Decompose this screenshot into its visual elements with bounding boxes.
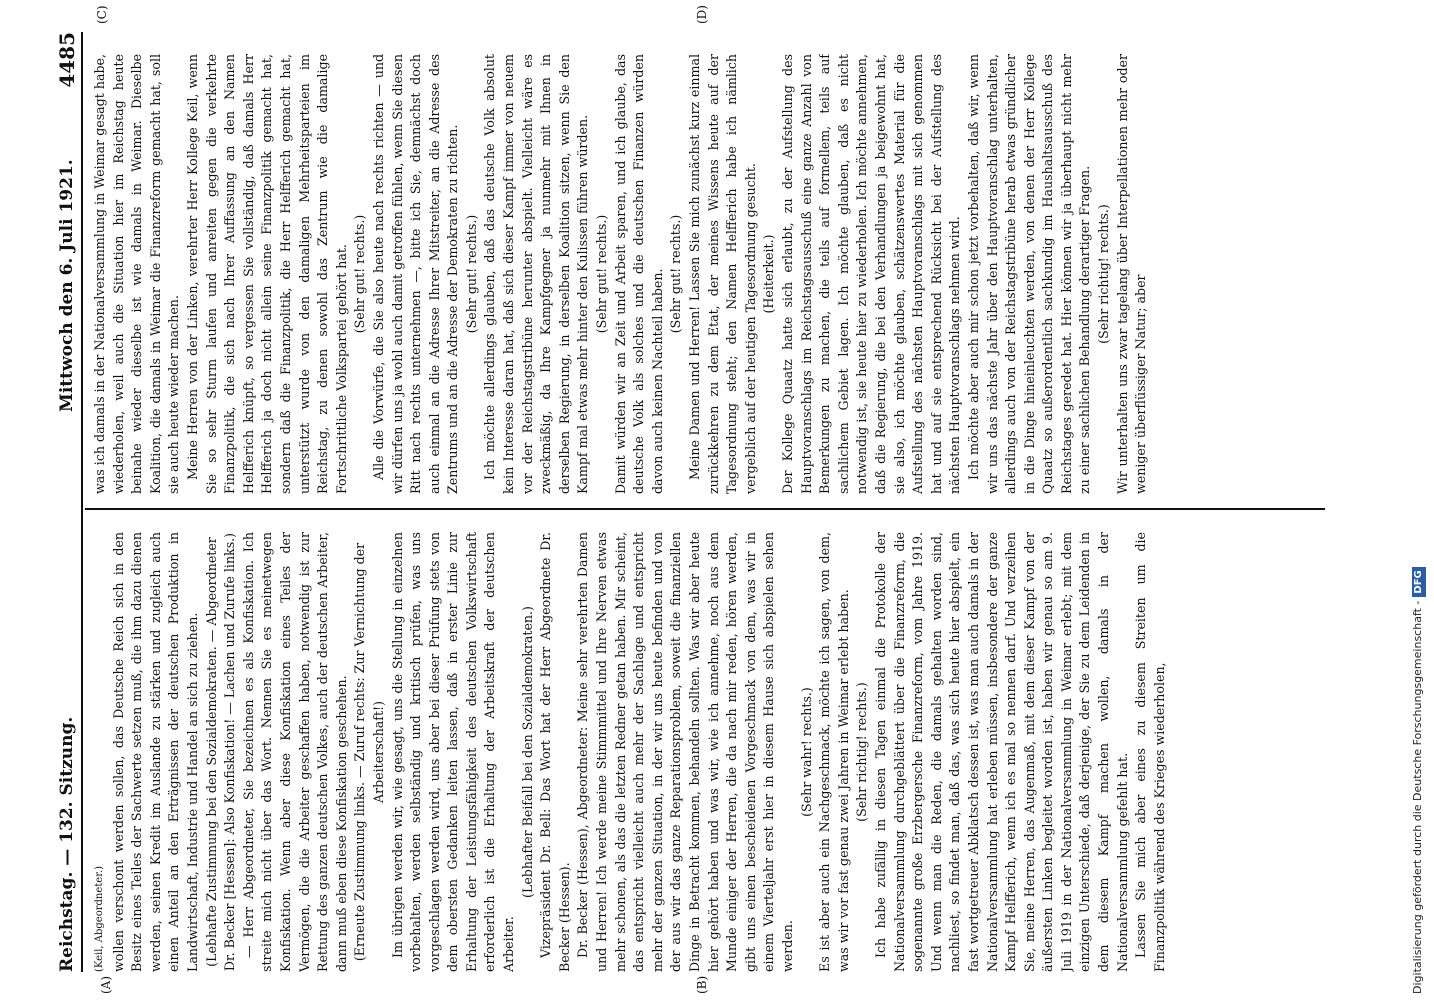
credit-text: Digitalisierung gefördert durch die Deutsche Forschungsgemeinschaft - (1411, 600, 1424, 994)
column-divider (85, 508, 1325, 510)
funding-credit (1408, 4, 1434, 1000)
margin-mark-b: (B) (695, 975, 709, 994)
paragraph: Wir unterhalten uns zwar tagelang über Interpellationen mehr oder weniger überflüssiger Natur; aber (1114, 54, 1149, 494)
interjection: (Heiterkeit.) (761, 234, 777, 314)
paragraph: Ich möchte allerdings glauben, daß das deutsche Volk absolut kein Interesse daran hat, daß sich dieser Kampf immer von neuem vor der Reichstagstribüne herunter abspielt. Vielleicht wäre es zweckmäßig, da Ihre Kampfgegner ja nunmehr mit Ihnen in derselben Regierung, in derselben Koalition sitzen, wenn Sie den Kampf mal etwas mehr hinter den Kulissen führen würden. (482, 54, 591, 494)
interjection: (Sehr richtig! rechts.) (854, 682, 870, 822)
paragraph: Alle die Vorwürfe, die Sie also heute nach rechts richten — und wir dürfen uns ja wohl auch damit getroffen fühlen, wenn Sie diesen Ritt nach rechts unternehmen —, bitte ich Sie, demnächst doch auch einmal an die Adresse Ihrer Mitstreiter, an die Adresse des Zentrums und an die Adresse der Demokraten zu richten. (370, 54, 461, 494)
session-title: Reichstag. — 132. Sitzung. (57, 716, 77, 972)
interjection: (Sehr richtig! rechts.) (1096, 204, 1112, 344)
margin-mark-a: (A) (99, 975, 113, 994)
interjection: (Sehr gut! rechts.) (463, 214, 479, 334)
interjection: (Sehr gut! rechts.) (594, 214, 610, 334)
paragraph: Im übrigen werden wir, wie gesagt, uns die Stellung in einzelnen vorbehalten, werden selbständig und kritisch prüfen, was uns vorgeschlagen werden wird, uns aber bei dieser Prüfung stets von dem obersten Gedanken leiten lassen, daß in erster Linie zur Erhaltung der Leistungsfähigkeit des deutschen Volkswirtschaft erforderlich ist die Erhaltung der Arbeitskraft der deutschen Arbeiter. (389, 532, 517, 972)
paragraph: Meine Herren von der Linken, verehrter Herr Kollege Keil, wenn Sie so sehr Sturm laufen und anreiten gegen die verkehrte Finanzpolitik, die sich nach Ihrer Auffassung an den Namen Helfferich knüpft, so vergessen Sie vollständig, daß damals Herr Helfferich ja doch nicht allein seine Finanzpolitik gemacht hat, sondern daß die Finanzpolitik, die Herr Helfferich gemacht hat, unterstützt wurde von den damaligen Mehrheitsparteien im Reichstag, zu denen sowohl das Zentrum wie die damalige Fortschrittliche Volkspartei gehört hat. (184, 54, 349, 494)
left-column (91, 532, 1331, 972)
interjection: (Sehr wahr! rechts.) (798, 687, 814, 817)
document-page (55, 5, 1355, 994)
speaker-tag: (Keil, Abgeordneter.) (94, 866, 105, 972)
dfg-logo: DFG (1412, 567, 1426, 596)
interjection: (Lebhafter Beifall bei den Sozialdemokraten.) (519, 606, 535, 898)
interjection: (Sehr gut! rechts.) (352, 214, 368, 334)
paragraph: Vizepräsident Dr. Bell: Das Wort hat der Herr Abgeordnete Dr. Becker (Hessen). (538, 532, 572, 972)
paragraph: Meine Damen und Herren! Lassen Sie mich zunächst kurz einmal zurückkehren zu dem Etat, der meines Wissens heute auf der Tagesordnung steht; den Namen Helfferich habe ich nämlich vergeblich auf der heutigen Tagesordnung gesucht. (687, 54, 758, 494)
interjection: (Lebhafte Zustimmung bei den Sozialdemokraten. — Abgeordneter Dr. Becker [Hessen]: Also Konfiskation! — Lachen und Zurufe links.) (203, 532, 238, 972)
interjection: (Sehr gut! rechts.) (668, 214, 684, 334)
paragraph: wollen verschont werden sollen, das Deutsche Reich sich in den Besitz eines Teiles der Sachwerte setzen muß, die ihm dazu dienen werden, seinen Kredit im Auslande zu stärken und zugleich auch einen Anteil an den Erträgnissen der deutschen Produktion in Landwirtschaft, Industrie und Handel an sich zu ziehen. (110, 532, 200, 972)
paragraph: was ich damals in der Nationalversammlung in Weimar gesagt habe, wiederholen, weil auch die Situation hier im Reichstag heute beinahe wieder dieselbe ist wie damals in Weimar. Dieselbe Koalition, die damals in Weimar die Finanzreform gemacht hat, soll sie auch heute wieder machen. (92, 54, 182, 494)
header-rule (81, 32, 83, 972)
margin-mark-c: (C) (95, 5, 109, 24)
session-date: Mittwoch den 6. Juli 1921. (57, 159, 77, 412)
running-head (55, 32, 81, 972)
paragraph: Es ist aber auch ein Nachgeschmack, möchte ich sagen, von dem, was wir vor fast genau zwei Jahren in Weimar erlebt haben. (817, 532, 851, 972)
interjection: (Erneute Zustimmung links. — Zuruf rechts: Zur Vernichtung der Arbeiterschaft!) (352, 542, 386, 962)
right-column (91, 54, 1331, 494)
paragraph: Lassen Sie mich aber eines zu diesem Streiten um die Finanzpolitik während des Krieges wiederholen, (1133, 532, 1167, 972)
paragraph: — Herr Abgeordneter, Sie bezeichnen es als Konfiskation. Ich streite mich nicht über das Wort. Nennen Sie es meinetwegen Konfiskation. Wenn aber diese Konfiskation eines Teiles der Vermögen, die die Arbeiter geschaffen haben, notwendig ist zur Rettung des ganzen deutschen Volkes, auch der deutschen Arbeiter, dann muß eben diese Konfiskation geschehen. (240, 532, 349, 972)
page-number: 4485 (55, 32, 79, 88)
paragraph: Dr. Becker (Hessen), Abgeordneter: Meine sehr verehrten Damen und Herren! Ich werde meine Stimmmittel und Ihre Nerven etwas mehr schonen, als das die letzten Redner getan haben. Mir scheint, das entspricht vielleicht auch mehr der Sachlage und entspricht mehr der ganzen Situation, in der wir uns heute befinden und von der aus wir das ganze Reparationsproblem, soweit die finanziellen Dinge in Betracht kommen, behandeln sollten. Was wir aber heute hier gehört haben und was wir, wie ich annehme, noch aus dem Munde einiger der Herren, die da nach mir reden, hören werden, gibt uns einen bescheidenen Vorgeschmack von dem, was wir in einem Vierteljahr erst hier in diesem Hause sich abspielen sehen werden. (575, 532, 795, 972)
paragraph: Ich habe zufällig in diesen Tagen einmal die Protokolle der Nationalversammlung durchgeblättert über die Finanzreform, die sogenannte große Erzbergersche Finanzreform, vom Jahre 1919. Und wenn man die Reden, die damals gehalten worden sind, nachliest, so findet man, daß das, was sich heute hier abspielt, ein fast wortgetreuer Abklatsch dessen ist, was man auch damals in der Nationalversammlung hat erleben müssen, insbesondere der ganze Kampf Helfferich, wenn ich es mal so nennen darf. Und verzeihen Sie, meine Herren, das Augenmaß, mit dem dieser Kampf von der äußersten Linken begleitet worden ist, haben wir genau so am 9. Juli 1919 in der Nationalversammlung in Weimar erlebt; mit dem einzigen Unterschiede, daß derjenige, der Sie zu dem Leidenden in dem diesem Kampf machen wollen, damals in der Nationalversammlung gefehlt hat. (872, 532, 1130, 972)
paragraph: Der Kollege Quaatz hatte sich erlaubt, zu der Aufstellung des Hauptvoranschlags im Reichstagsausschuß eine ganze Anzahl von Bemerkungen zu machen, die teils auf formellem, teils auf sachlichem Gebiet lagen. Ich möchte glauben, daß es nicht notwendig ist, sie heute hier zu wiederholen. Ich möchte annehmen, daß die Regierung, die bei den Verhandlungen ja beigewohnt hat, sie also, ich möchte glauben, schätzenswertes Material für die Aufstellung des nächsten Hauptvoranschlags mit sich genommen hat und auf sie entsprechend Rücksicht bei der Aufstellung des nächsten Hauptvoranschlags nehmen wird. (779, 54, 963, 494)
margin-mark-d: (D) (695, 5, 709, 24)
paragraph: Damit würden wir an Zeit und Arbeit sparen, und ich glaube, das deutsche Volk als solches und die deutschen Finanzen würden davon auch keinen Nachteil haben. (612, 54, 665, 494)
paragraph: Ich möchte aber auch mir schon jetzt vorbehalten, daß wir, wenn wir uns das nächste Jahr über den Hauptvoranschlag unterhalten, allerdings auch von der Reichstagstribüne herab etwas gründlicher in die Dinge hineinleuchten werden, von denen der Herr Kollege Quaatz so außerordentlich sachkundig im Haushaltsausschuß des Reichstages geredet hat. Hier können wir ja überhaupt nicht mehr zu einer sachlichen Behandlung derartiger Fragen. (965, 54, 1093, 494)
